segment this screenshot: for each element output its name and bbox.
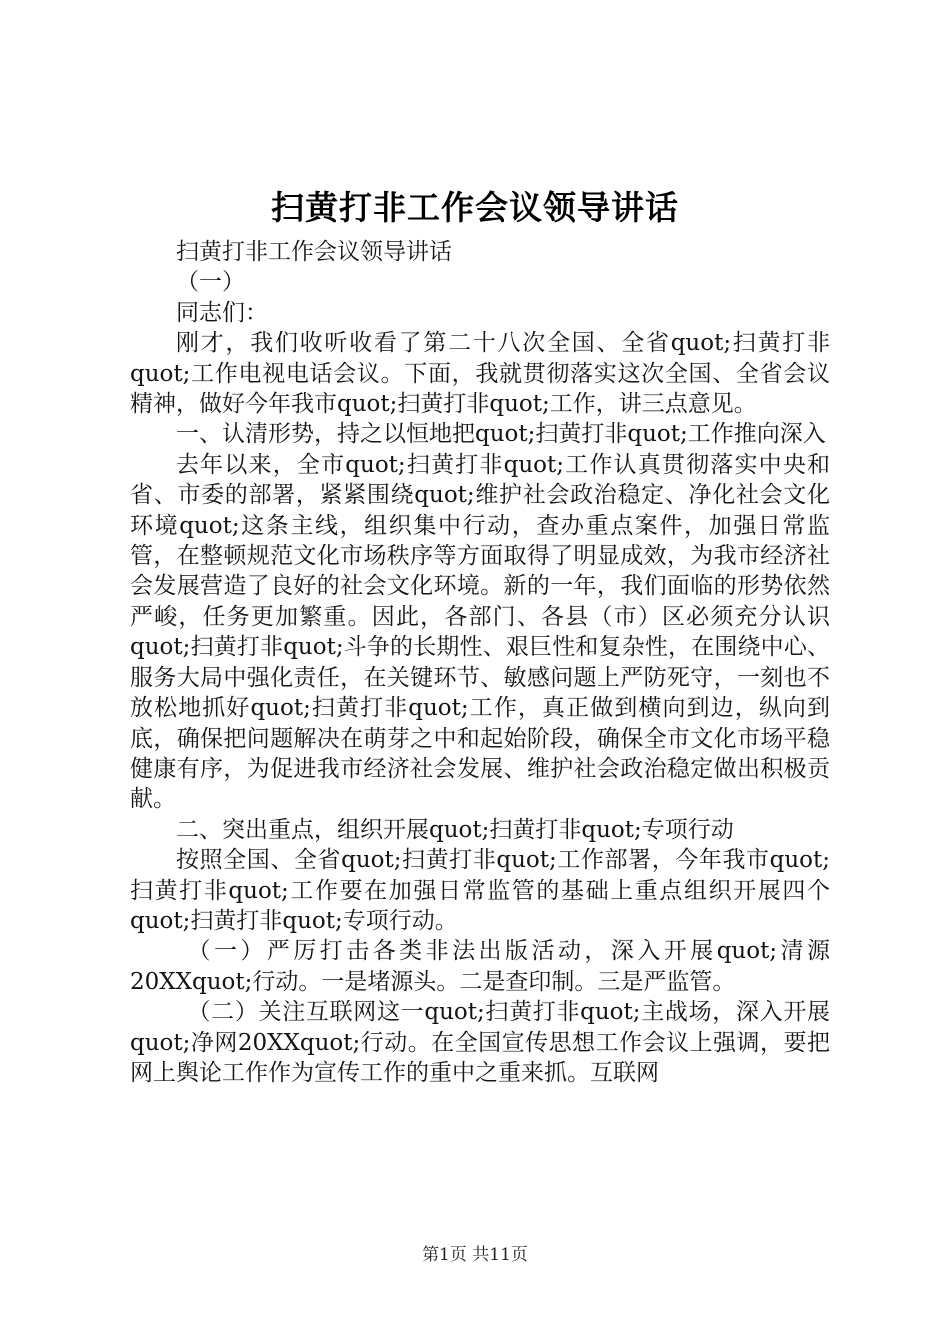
document-body — [130, 237, 830, 1088]
paragraph-salutation: 同志们： — [176, 299, 268, 326]
paragraph-heading-two: 二、突出重点，组织开展quot;扫黄打非quot;专项行动 — [176, 816, 734, 843]
paragraph-body-two: 按照全国、全省quot;扫黄打非quot;工作部署，今年我市quot;扫黄打非quot;工作要在加强日常监管的基础上重点组织开展四个quot;扫黄打非quot;专项行动。 — [130, 847, 830, 934]
paragraph-intro: 刚才，我们收听收看了第二十八次全国、全省quot;扫黄打非quot;工作电视电话会议。下面，我就贯彻落实这次全国、全省会议精神，做好今年我市quot;扫黄打非quot;工作，讲三点意见。 — [130, 330, 830, 418]
paragraph-section-number: （一） — [176, 269, 245, 296]
paragraph-subtitle: 扫黄打非工作会议领导讲话 — [176, 239, 452, 265]
paragraph-body-one: 去年以来，全市quot;扫黄打非quot;工作认真贯彻落实中央和省、市委的部署，紧紧围绕quot;维护社会政治稳定、净化社会文化环境quot;这条主线，组织集中行动，查办重点案件，加强日常监管，在整顿规范文化市场秩序等方面取得了明显成效，为我市经济社会发展营造了良好的社会文化环境。新的一年，我们面临的形势依然严峻，任务更加繁重。因此，各部门、各县（市）区必须充分认识quot;扫黄打非quot;斗争的长期性、艰巨性和复杂性，在围绕中心、服务大局中强化责任，在关键环节、敏感问题上严防死守，一刻也不放松地抓好quot;扫黄打非quot;工作，真正做到横向到边，纵向到底，确保把问题解决在萌芽之中和起始阶段，确保全市文化市场平稳健康有序，为促进我市经济社会发展、维护社会政治稳定做出积极贡献。 — [130, 451, 830, 813]
paragraph-item-one: （一）严厉打击各类非法出版活动，深入开展quot;清源20XXquot;行动。一是堵源头。二是查印制。三是严监管。 — [130, 938, 830, 995]
paragraph-heading-one: 一、认清形势，持之以恒地把quot;扫黄打非quot;工作推向深入 — [176, 421, 826, 448]
document-title: 扫黄打非工作会议领导讲话 — [271, 188, 679, 227]
paragraph-item-two: （二）关注互联网这一quot;扫黄打非quot;主战场，深入开展quot;净网20XXquot;行动。在全国宣传思想工作会议上强调，要把网上舆论工作作为宣传工作的重中之重来抓。互联网 — [130, 999, 830, 1086]
page-number-footer: 第1页 共11页 — [422, 1245, 528, 1265]
